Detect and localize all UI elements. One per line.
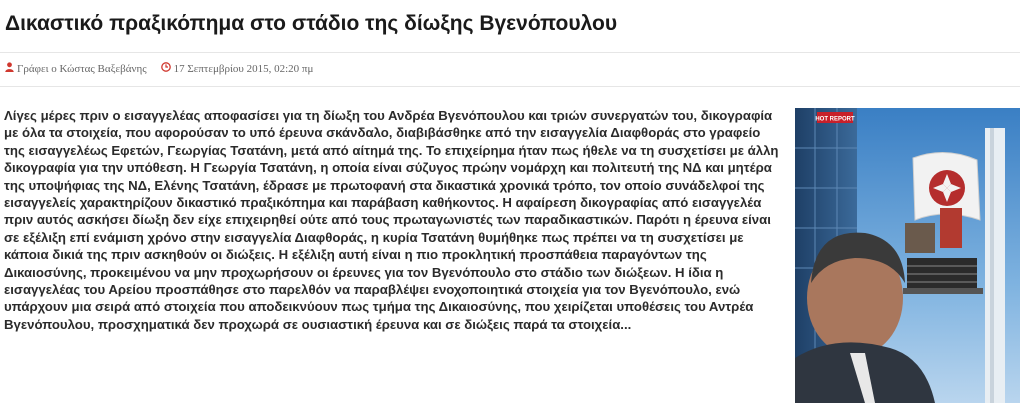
article-title: Δικαστικό πραξικόπημα στο στάδιο της δίωξης Βγενόπουλου bbox=[5, 12, 618, 35]
date-wrap bbox=[161, 62, 314, 75]
divider bbox=[0, 52, 1020, 53]
article-photo[interactable] bbox=[795, 108, 1020, 403]
author-link[interactable]: Γράφει ο Κώστας Βαξεβάνης bbox=[17, 62, 147, 75]
clock-icon bbox=[161, 62, 171, 75]
article-body: Λίγες μέρες πριν ο εισαγγελέας αποφασίσει για τη δίωξη του Ανδρέα Βγενόπουλου και τριών συνεργατών του, δικογραφία με όλα τα στοιχεία, που αφορούσαν το υπό έρευνα σκάνδαλο, διαβιβάσθηκε από την εισαγγελία Διαφθοράς στο γραφείο της εισαγγελέως Εφετών, Γεωργίας Τσατάνη, μετά από αίτημά της. Το επιχείρημα ήταν πως ήθελε να τη συσχετίσει με άλλη δικογραφία για την υπόθεση. Η Γεωργία Τσατάνη, η οποία είναι σύζυγος πρώην νομάρχη και πολιτευτή της ΝΔ και μητέρα της υποψήφιας της ΝΔ, Ελένης Τσατάνη, έδρασε με πρωτοφανή στα δικαστικά χρονικά τρόπο, τον οποίο συνάδελφοί της εισαγγελείς χαρακτηρίζουν δικαστικό πραξικόπημα και παράβαση καθήκοντος. Η αφαίρεση δικογραφίας από εισαγγελέα πριν αυτός ασκήσει δίωξη δεν είχε επιχειρηθεί ούτε από τους πρωταγωνιστές των παραδικαστικών. Παρότι η έρευνα είναι σε εξέλιξη επί ενάμιση χρόνο στην εισαγγελία Διαφθοράς, η κυρία Τσατάνη θυμήθηκε πως πρέπει να τη συσχετίσει με κάποια δικιά της πριν ασκηθούν οι διώξεις. Η εξέλιξη αυτή είναι η πιο προκλητική προσπάθεια παραγόντων της Δικαιοσύνης, προκειμένου να μην προχωρήσουν οι έρευνες για τον Βγενόπουλο στο στάδιο των διώξεων. Η ίδια η εισαγγελέας του Αρείου προσπάθησε στο παρελθόν να παραβλέψει ενοχοποιητικά στοιχεία για τον Βγενόπουλο, ενώ υπάρχουν μια σειρά από στοιχεία που αποδεικνύουν πως τμήμα της Δικαιοσύνης, που χειρίζεται υποθέσεις του Αντρέα Βγενόπουλου, προσχηματικά δεν προχωρά σε ουσιαστική έρευνα και σε διώξεις παρά τα στοιχεία... bbox=[4, 108, 779, 332]
publish-date: 17 Σεπτεμβρίου 2015, 02:20 πμ bbox=[173, 62, 314, 75]
svg-text:HOT REPORT: HOT REPORT bbox=[815, 116, 855, 123]
article-meta bbox=[5, 62, 313, 75]
divider bbox=[0, 86, 1020, 87]
user-icon bbox=[5, 62, 14, 75]
hot-report-badge bbox=[815, 112, 855, 123]
